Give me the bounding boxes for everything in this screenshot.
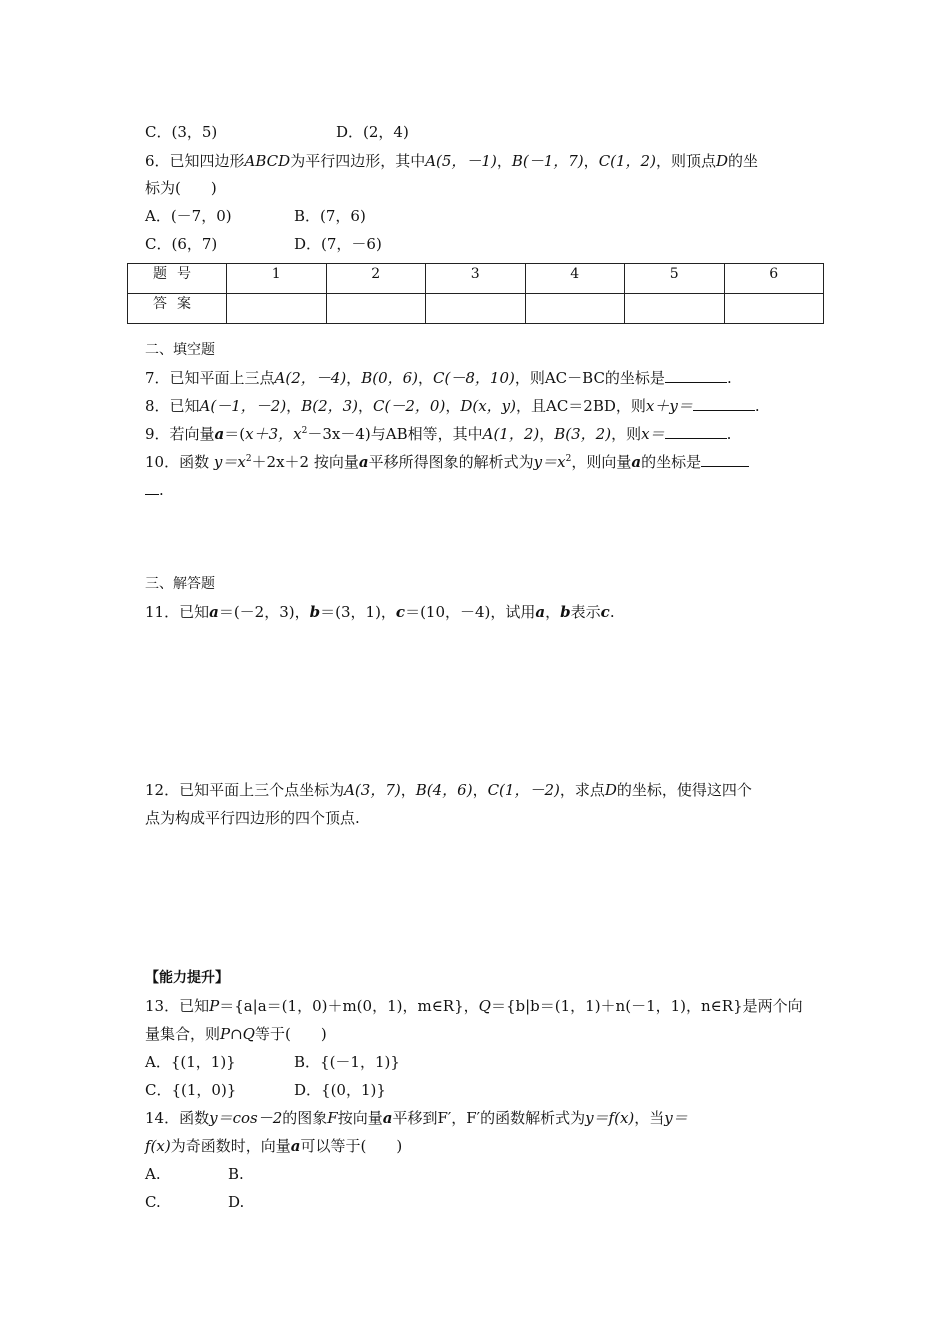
q14-option-b: B. — [228, 1165, 244, 1183]
q14-stem-line2: f(x)为奇函数时，向量a可以等于( ) — [145, 1137, 403, 1155]
q6-stem-line2: 标为( ) — [145, 179, 217, 197]
q10-stem: 10．函数 $y=x^2+2x+2$ 按向量a平移所得图象的解析式为$y=x^2$，则向量a的坐标是 — [145, 452, 749, 472]
q10-stem-line2: . — [145, 480, 164, 500]
q5-option-c: C．(3，5) — [145, 123, 218, 141]
q6-option-d: D．(7，－6) — [294, 235, 382, 253]
q14-option-d: D. — [228, 1193, 245, 1211]
q13-stem-line2: 量集合，则P∩Q等于( ) — [145, 1025, 327, 1043]
answer-cell-4[interactable] — [525, 294, 625, 324]
ability-heading: 【能力提升】 — [145, 970, 229, 986]
q9-answer-blank[interactable] — [665, 424, 727, 439]
section-fill-in-heading: 二、填空题 — [145, 342, 215, 358]
q14-option-c: C. — [145, 1193, 161, 1211]
table-cell-q4: 4 — [525, 264, 625, 294]
table-header-question: 题号 — [128, 264, 227, 294]
answer-cell-2[interactable] — [326, 294, 426, 324]
table-header-answer: 答案 — [128, 294, 227, 324]
answer-table — [127, 263, 824, 324]
q6-option-c: C．(6，7) — [145, 235, 218, 253]
table-cell-q1: 1 — [227, 264, 327, 294]
q14-stem-line1: 14．函数y＝cos－2的图象F按向量a平移到F′，F′的函数解析式为y＝f(x)，当y＝ — [145, 1109, 688, 1127]
table-cell-q6: 6 — [724, 264, 824, 294]
q8-answer-blank[interactable] — [693, 396, 755, 411]
q13-stem-line1: 13．已知P＝{a|a＝(1，0)＋m(0，1)，m∈R}，Q＝{b|b＝(1，1)＋n(－1，1)，n∈R}是两个向 — [145, 997, 803, 1015]
q13-option-a: A．{(1，1)} — [145, 1053, 236, 1071]
q9-stem: 9．若向量a＝(x＋3，$x^2-3x-4$)与AB相等，其中A(1，2)，B(3，2)，则x＝ . — [145, 425, 732, 443]
table-row-question-numbers — [128, 264, 824, 294]
q7-stem: 7．已知平面上三点A(2，－4)，B(0，6)，C(－8，10)，则AC－BC的坐标是 . — [145, 369, 732, 387]
q13-option-b: B．{(－1，1)} — [294, 1053, 400, 1071]
answer-cell-5[interactable] — [625, 294, 725, 324]
answer-cell-3[interactable] — [426, 294, 526, 324]
answer-cell-6[interactable] — [724, 294, 824, 324]
section-solution-heading: 三、解答题 — [145, 576, 215, 592]
q10-answer-blank-continued[interactable] — [145, 480, 159, 495]
q13-option-d: D．{(0，1)} — [294, 1081, 386, 1099]
table-cell-q3: 3 — [426, 264, 526, 294]
q13-option-c: C．{(1，0)} — [145, 1081, 237, 1099]
q7-answer-blank[interactable] — [665, 368, 727, 383]
q8-stem: 8．已知A(－1，－2)，B(2，3)，C(－2，0)，D(x，y)，且AC＝2BD，则x＋y＝ . — [145, 397, 760, 415]
table-cell-q5: 5 — [625, 264, 725, 294]
q12-stem-line2: 点为构成平行四边形的四个顶点. — [145, 809, 360, 827]
q10-answer-blank[interactable] — [701, 452, 749, 467]
answer-cell-1[interactable] — [227, 294, 327, 324]
q6-option-a: A．(－7，0) — [145, 207, 232, 225]
q14-option-a: A. — [145, 1165, 161, 1183]
q6-stem-line1: 6．已知四边形ABCD为平行四边形，其中A(5，－1)，B(－1，7)，C(1，2)，则顶点D的坐 — [145, 152, 759, 170]
table-row-answers — [128, 294, 824, 324]
q6-option-b: B．(7，6) — [294, 207, 366, 225]
table-cell-q2: 2 — [326, 264, 426, 294]
q12-stem-line1: 12．已知平面上三个点坐标为A(3，7)，B(4，6)，C(1，－2)，求点D的坐标，使得这四个 — [145, 781, 752, 799]
q5-option-d: D．(2，4) — [336, 123, 409, 141]
q11-stem: 11．已知a＝(－2，3)，b＝(3，1)，c＝(10，－4)，试用a，b表示c. — [145, 603, 615, 621]
